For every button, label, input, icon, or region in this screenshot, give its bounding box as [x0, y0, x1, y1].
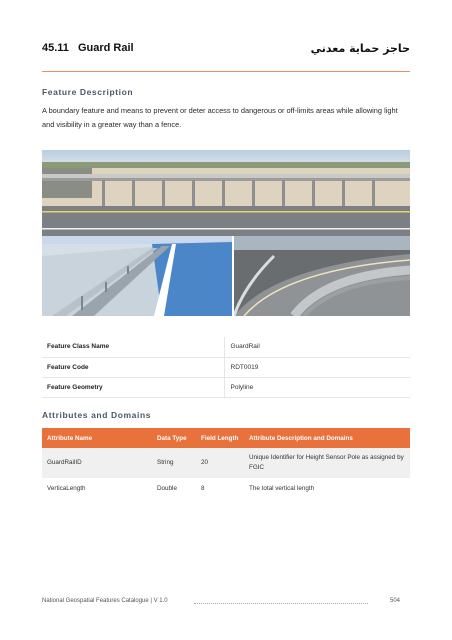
section-number: 45.11	[42, 42, 69, 54]
feature-description-text: A boundary feature and means to prevent or deter access to dangerous or off-limits areas while allowing light and visibility in a greater way than a fence.	[42, 106, 398, 129]
info-key: Feature Class Name	[42, 337, 224, 357]
info-value: Polyline	[224, 377, 410, 397]
page-number: 504	[389, 598, 400, 604]
attribute-name: GuardRailID	[42, 448, 152, 478]
attributes-heading: Attributes and Domains	[42, 410, 152, 420]
table-row	[42, 357, 410, 377]
page-footer	[42, 598, 410, 610]
guard-rail-photo-road-edge	[42, 236, 232, 316]
guard-rail-photo-curve	[234, 236, 410, 316]
table-row	[42, 337, 410, 357]
info-value: RDT0019	[224, 357, 410, 377]
feature-description-heading: Feature Description	[42, 87, 134, 97]
table-header-row	[42, 428, 410, 448]
column-header: Attribute Name	[42, 428, 152, 448]
section-title	[42, 42, 134, 54]
page-header	[42, 42, 410, 58]
column-header: Field Length	[196, 428, 244, 448]
table-row	[42, 448, 410, 478]
feature-info-table	[42, 337, 410, 398]
attributes-table	[42, 428, 410, 498]
attribute-description: Unique Identifier for Height Sensor Pole as assigned by FGIC	[244, 448, 410, 478]
attribute-type: Double	[152, 478, 196, 498]
info-value: GuardRail	[224, 337, 410, 357]
table-row	[42, 377, 410, 397]
attribute-name: VerticaLength	[42, 478, 152, 498]
arabic-title: حاجز حماية معدني	[310, 42, 410, 55]
info-key: Feature Code	[42, 357, 224, 377]
section-title-text: Guard Rail	[77, 42, 134, 54]
attribute-length: 8	[196, 478, 244, 498]
column-header: Attribute Description and Domains	[244, 428, 410, 448]
attribute-type: String	[152, 448, 196, 478]
column-header: Data Type	[152, 428, 196, 448]
attribute-length: 20	[196, 448, 244, 478]
header-divider	[42, 71, 410, 72]
info-key: Feature Geometry	[42, 377, 224, 397]
footer-catalogue-label: National Geospatial Features Catalogue | V 1.0	[42, 598, 168, 604]
footer-dot-leader	[194, 603, 368, 604]
attribute-description: The total vertical length	[244, 478, 410, 498]
table-row	[42, 478, 410, 498]
guard-rail-photo-highway	[42, 150, 410, 236]
